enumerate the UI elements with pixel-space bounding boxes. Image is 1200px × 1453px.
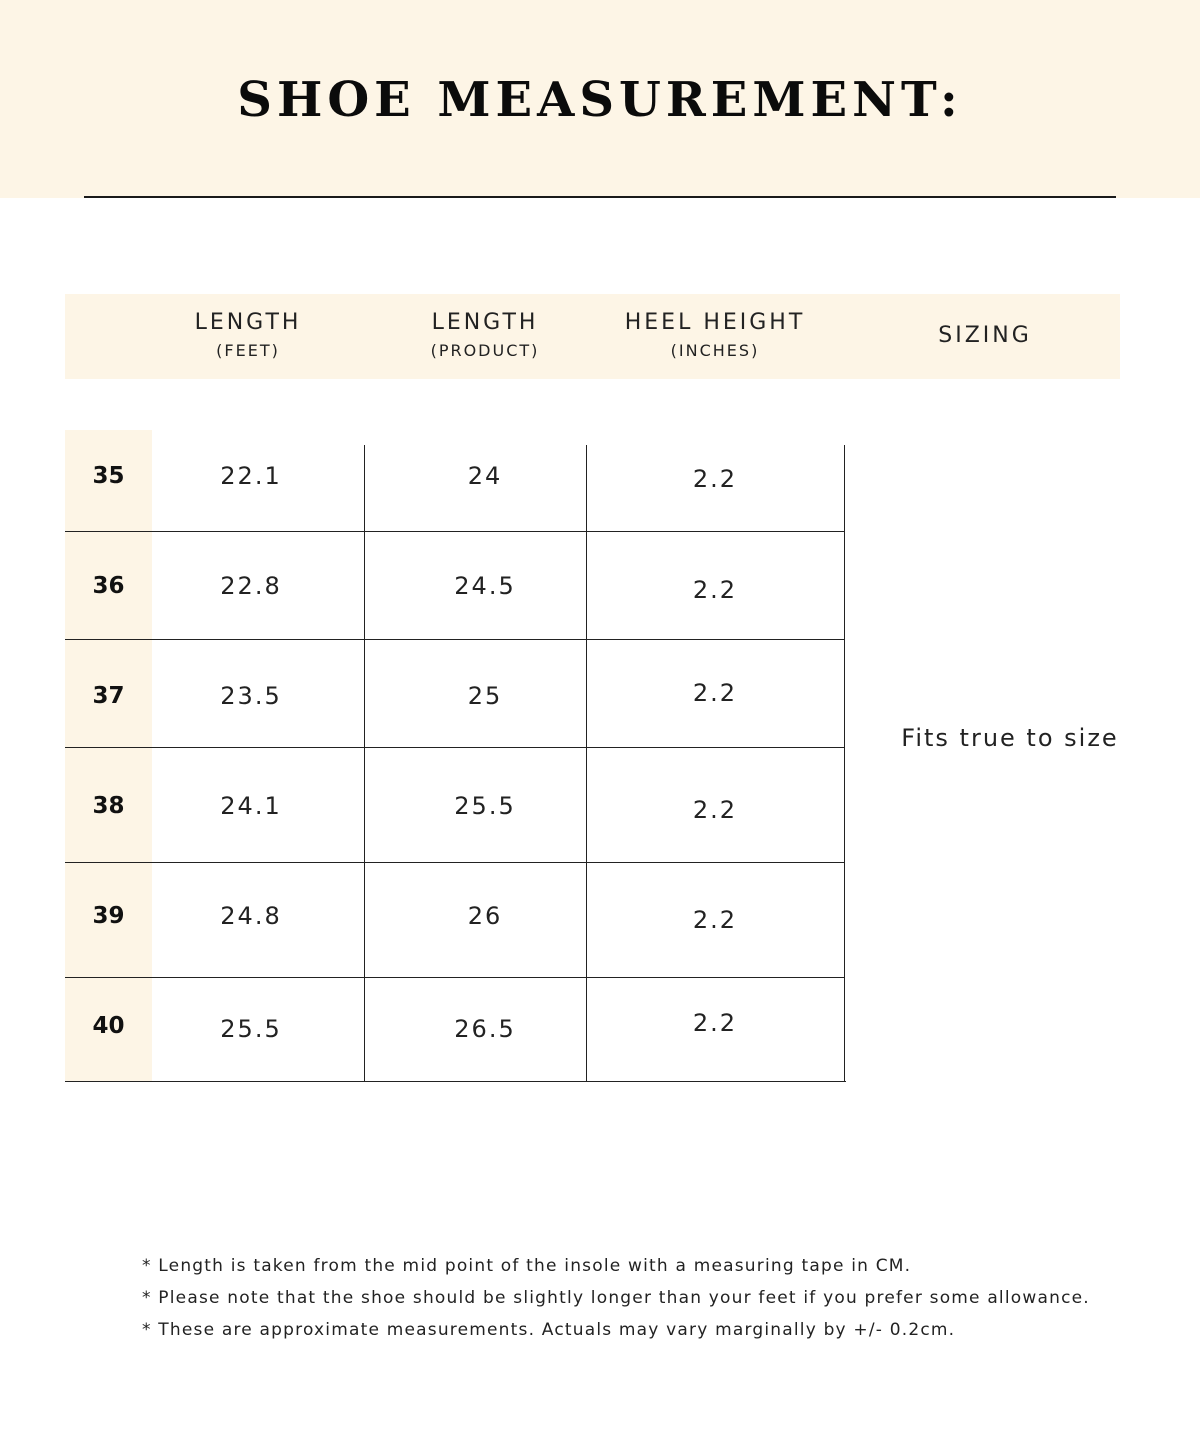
header-label: LENGTH: [431, 310, 539, 335]
cell-length-product: 24.5: [454, 572, 516, 600]
cell-heel-height: 2.2: [692, 679, 738, 707]
header-sublabel: (PRODUCT): [430, 341, 540, 360]
size-label: 37: [92, 683, 125, 709]
size-label: 39: [92, 903, 125, 929]
header-sublabel: (INCHES): [670, 341, 760, 360]
cell-length-feet: 23.5: [220, 682, 282, 710]
cell-heel-height: 2.2: [692, 906, 738, 934]
row-divider: [65, 977, 845, 978]
cell-length-feet: 22.8: [220, 572, 282, 600]
header-sizing: SIZING: [938, 323, 1032, 348]
cell-length-feet: 24.1: [220, 792, 282, 820]
cell-heel-height: 2.2: [692, 796, 738, 824]
footnote: * Length is taken from the mid point of the insole with a measuring tape in CM.: [142, 1256, 912, 1276]
title-divider: [84, 196, 1116, 198]
size-column-band: [65, 430, 152, 1081]
cell-length-product: 25.5: [454, 792, 516, 820]
header-sublabel: (FEET): [216, 341, 280, 360]
cell-length-feet: 24.8: [220, 902, 282, 930]
footnote: * Please note that the shoe should be slightly longer than your feet if you prefer some allowance.: [142, 1288, 1090, 1308]
row-divider: [65, 862, 845, 863]
size-label: 35: [92, 463, 125, 489]
header-heel-height: [595, 310, 835, 360]
cell-length-feet: 22.1: [220, 462, 282, 490]
size-label: 36: [92, 573, 125, 599]
page-title: SHOE MEASUREMENT:: [237, 72, 963, 128]
row-divider: [65, 639, 845, 640]
cell-length-product: 25: [467, 682, 503, 710]
header-length-feet: [150, 310, 346, 360]
size-label: 38: [92, 793, 125, 819]
header-label: LENGTH: [194, 310, 302, 335]
cell-length-product: 24: [467, 462, 503, 490]
column-divider: [844, 445, 845, 1082]
column-divider: [364, 445, 365, 1082]
row-divider: [65, 747, 845, 748]
column-divider: [586, 445, 587, 1082]
row-divider: [65, 531, 845, 532]
footnote: * These are approximate measurements. Actuals may vary marginally by +/- 0.2cm.: [142, 1320, 956, 1340]
cell-heel-height: 2.2: [692, 465, 738, 493]
cell-length-product: 26.5: [454, 1015, 516, 1043]
cell-length-feet: 25.5: [220, 1015, 282, 1043]
sizing-note: Fits true to size: [901, 724, 1119, 752]
cell-length-product: 26: [467, 902, 503, 930]
header-label: HEEL HEIGHT: [624, 310, 806, 335]
size-label: 40: [92, 1013, 125, 1039]
footnotes: [142, 1254, 1142, 1350]
header-length-product: [380, 310, 590, 360]
cell-heel-height: 2.2: [692, 576, 738, 604]
table-bottom-border: [65, 1081, 846, 1082]
cell-heel-height: 2.2: [692, 1009, 738, 1037]
